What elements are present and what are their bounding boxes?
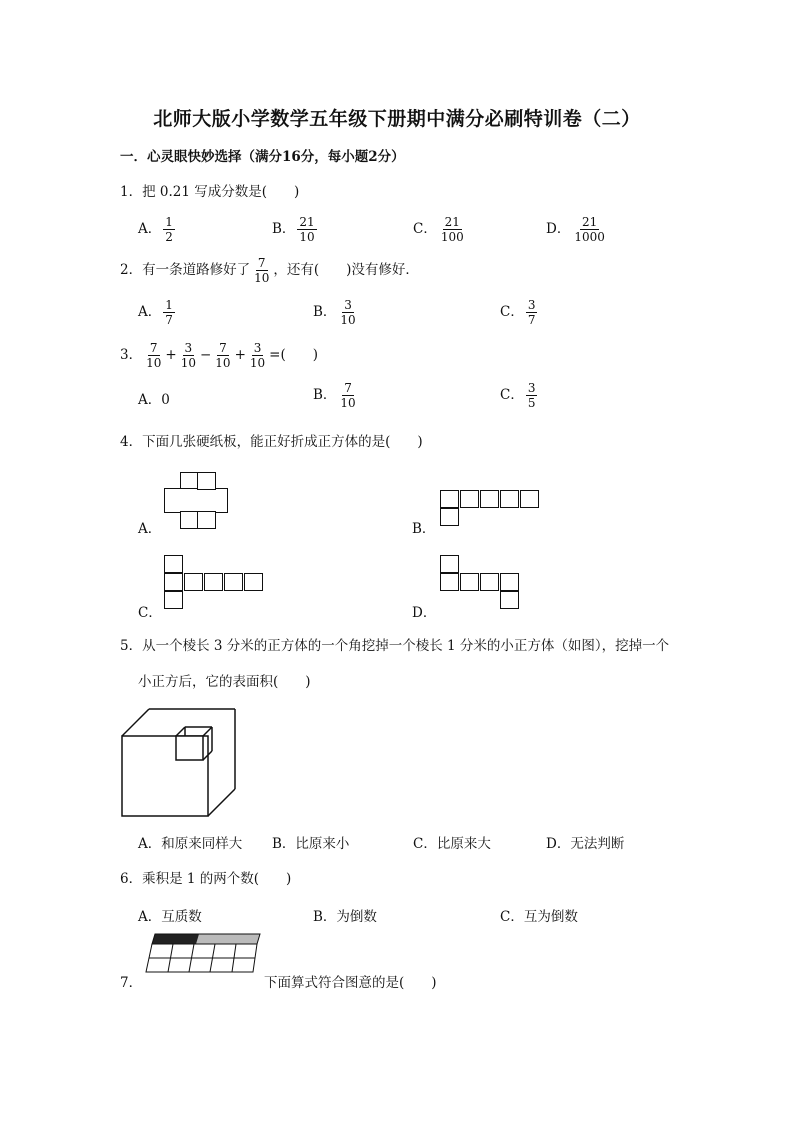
q4-option-a[interactable]: A． [138,521,162,537]
q6-option-b[interactable]: B．为倒数 [313,909,377,925]
fraction: $\frac{21}{100}$ [440,215,464,244]
q4-option-c[interactable]: C． [138,605,162,621]
question-5-stem-line2: 小正方后，它的表面积( ) [138,674,311,690]
q5-option-d[interactable]: D．无法判断 [546,836,625,852]
fraction: $\frac{7}{10}$ [215,341,231,370]
q1-option-b[interactable] [272,215,319,244]
q5-option-a[interactable]: A．和原来同样大 [138,836,243,852]
q2-option-c[interactable]: C． $\frac{3}{7}$ [500,298,536,327]
fraction: $\frac{7}{10}$ [254,256,270,285]
q4-option-d[interactable]: D． [412,605,437,621]
question-3-stem: 3． $\frac{7}{10}$ + $\frac{3}{10}$ − $\frac{7}{10}$ + $\frac{3}{10}$ =( ) [120,341,319,370]
q2-option-a[interactable]: A． $\frac{1}{7}$ [138,298,173,327]
question-4-stem: 4．下面几张硬纸板，能正好折成正方体的是( ) [120,434,423,450]
q1-option-d[interactable] [546,215,609,244]
q3-option-b[interactable]: B． $\frac{7}{10}$ [313,381,356,410]
fraction: $\frac{1}{2}$ [165,215,173,244]
option-label: C． [413,221,437,237]
fraction: $\frac{3}{7}$ [527,298,536,327]
question-5-stem-line1: 5．从一个棱长 3 分米的正方体的一个角挖掉一个棱长 1 分米的小正方体（如图），挖掉一个 [120,638,670,654]
q6-option-c[interactable]: C．互为倒数 [500,909,578,925]
fraction: $\frac{3}{10}$ [180,341,196,370]
shaded-grid-figure [143,932,263,974]
fraction: $\frac{7}{10}$ [146,341,162,370]
fraction: $\frac{3}{10}$ [340,298,356,327]
q1-option-c[interactable] [413,215,468,244]
question-1-stem: 1．把 0.21 写成分数是( ) [120,184,300,200]
question-7-number: 7． [120,975,143,991]
fraction: $\frac{3}{5}$ [527,381,536,410]
option-label: D． [546,221,571,237]
q3-option-c[interactable]: C． $\frac{3}{5}$ [500,381,536,410]
q2-option-b[interactable]: B． $\frac{3}{10}$ [313,298,356,327]
q3-option-a[interactable]: A．0 [138,392,170,408]
question-7-stem: 下面算式符合图意的是( ) [264,975,437,991]
q5-option-c[interactable]: C．比原来大 [413,836,491,852]
option-label: A． [138,221,162,237]
fraction: $\frac{21}{1000}$ [574,215,605,244]
fraction: $\frac{3}{10}$ [249,341,266,370]
fraction: $\frac{21}{10}$ [299,215,315,244]
q5-option-b[interactable]: B．比原来小 [272,836,350,852]
section-heading: 一．心灵眼快妙选择（满分16分，每小题2分） [120,149,405,165]
page-title: 北师大版小学数学五年级下册期中满分必刷特训卷（二） [153,108,641,130]
question-6-stem: 6．乘积是 1 的两个数( ) [120,871,292,887]
option-label: B． [272,221,296,237]
question-2-stem: 2．有一条道路修好了 $\frac{7}{10}$ ，还有( )没有修好． [120,256,419,285]
q1-option-a[interactable] [138,215,177,244]
fraction: $\frac{7}{10}$ [340,381,356,410]
q6-option-a[interactable]: A．互质数 [138,909,202,925]
fraction: $\frac{1}{7}$ [165,298,173,327]
cube-with-notch-figure [118,705,248,820]
q4-option-b[interactable]: B． [412,521,436,537]
